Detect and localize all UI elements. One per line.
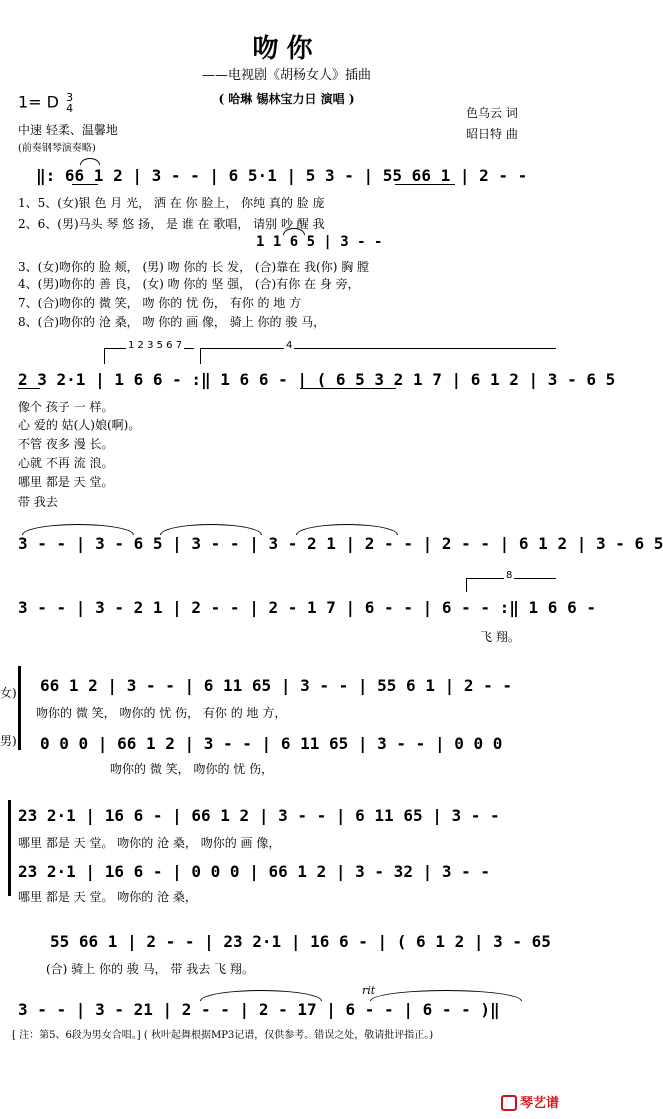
time-signature (66, 92, 73, 114)
lyric-row-2-line-3: 不管 夜多 漫 长。 (18, 437, 114, 451)
beam (18, 388, 40, 389)
lyric-row-5b: 吻你的 微 笑， 吻你的 忧 伤， (110, 762, 274, 776)
lyric-row-6a: 哪里 都是 天 堂。 吻你的 沧 桑， 吻你的 画 像， (18, 836, 281, 850)
lyric-row-1-line-3: 3、(女)吻你的 脸 颊， (男) 吻 你的 长 发， (合)靠在 我(你) 胸 膛 (18, 260, 370, 274)
time-sig-bottom: 4 (66, 102, 74, 115)
volta-1-label: 1 2 3 5 6 7 (128, 340, 183, 351)
notation-row-5a: 66 1 2 | 3 - - | 6 11 65 | 3 - - | 55 6 1 | 2 - - (40, 676, 513, 695)
lyricist-credit: 色乌云 词 (466, 106, 518, 120)
duet-brace (8, 800, 11, 896)
duet-brace (18, 666, 21, 750)
part-label-female: 女) (0, 686, 17, 700)
lyric-row-2-line-4: 心就 不再 流 浪。 (18, 456, 114, 470)
composer-credit: 昭日特 曲 (466, 127, 518, 141)
notation-row-8: 3 - - | 3 - 21 | 2 - - | 2 - 17 | 6 - - | 6 - - )‖ (18, 1000, 500, 1019)
tempo-marking: 中速 轻柔、温馨地 (18, 123, 118, 137)
prelude-note: (前奏钢琴演奏略) (18, 143, 96, 154)
lyric-row-2-line-6: 带 我去 (18, 495, 58, 509)
lyric-row-5a: 吻你的 微 笑， 吻你的 忧 伤， 有你 的 地 方， (36, 706, 287, 720)
volta-bracket-3-edge (466, 578, 467, 592)
volta-bracket-2 (200, 348, 556, 349)
footnote: [ 注：第5、6段为男女合唱。] ( 秋叶起舞根据MP3记谱，仅供参考。错误之处，敬请批评指正。) (12, 1030, 434, 1041)
lyric-row-1-line-6: 8、(合)吻你的 沧 桑， 吻 你的 画 像， 骑上 你的 骏 马， (18, 315, 326, 329)
part-label-male: 男) (0, 734, 17, 748)
volta-bracket-1-edge (104, 348, 105, 364)
notation-row-6a: 23 2·1 | 16 6 - | 66 1 2 | 3 - - | 6 11 65 | 3 - - (18, 806, 500, 825)
slur (80, 158, 100, 165)
logo-text: 琴艺谱 (519, 1095, 559, 1111)
beam (300, 388, 396, 389)
lyric-row-6b: 哪里 都是 天 堂。 吻你的 沧 桑， (18, 890, 197, 904)
lyric-row-4: 飞 翔。 (480, 630, 520, 644)
page-title: 吻你 (252, 34, 321, 64)
slur (283, 228, 305, 235)
notation-row-6b: 23 2·1 | 16 6 - | 0 0 0 | 66 1 2 | 3 - 32 | 3 - - (18, 862, 491, 881)
lyric-row-2-line-5: 哪里 都是 天 堂。 (18, 475, 114, 489)
key-signature (18, 92, 73, 114)
lyric-row-2-line-2: 心 爱的 姑(人)娘(啊)。 (18, 418, 141, 432)
volta-2-label: 4 (286, 340, 293, 351)
notation-row-1b: 1 1 6 5 | 3 - - (256, 234, 383, 250)
notation-row-4: 3 - - | 3 - 2 1 | 2 - - | 2 - 1 7 | 6 - - | 6 - - :‖ 1 6 6 - (18, 598, 596, 617)
notation-row-3: 3 - - | 3 - 6 5 | 3 - - | 3 - 2 1 | 2 - - | 2 - - | 6 1 2 | 3 - 6 5 (18, 534, 663, 553)
notation-row-5b: 0 0 0 | 66 1 2 | 3 - - | 6 11 65 | 3 - - | 0 0 0 (40, 734, 503, 753)
ritardando-marking: rit (362, 984, 376, 997)
lyric-row-1-line-2: 2、6、(男)马头 琴 悠 扬， 是 谁 在 歌唱， 请别 吵 醒 我 (18, 217, 325, 231)
time-sig-top: 3 (66, 91, 74, 104)
volta-3-label: 8 (506, 570, 513, 581)
lyric-row-7: (合) 骑上 你的 骏 马， 带 我去 飞 翔。 (46, 962, 254, 976)
lyric-row-1-line-5: 7、(合)吻你的 微 笑， 吻 你的 忧 伤， 有你 的 地 方 (18, 296, 302, 310)
notation-row-1: ‖: 66 1 2 | 3 - - | 6 5·1 | 5 3 - | 55 66 1 | 2 - - (36, 166, 528, 185)
notation-row-2: 2 3 2·1 | 1 6 6 - :‖ 1 6 6 - | ( 6 5 3 2 1 7 | 6 1 2 | 3 - 6 5 (18, 370, 616, 389)
volta-bracket-2-edge (200, 348, 201, 364)
logo-icon (501, 1095, 517, 1111)
lyric-row-2-line-1: 像个 孩子 一 样。 (18, 400, 114, 414)
performers: ( 哈琳 锡林宝力日 演唱 ) (218, 92, 355, 106)
site-logo (501, 1092, 559, 1112)
beam (72, 184, 98, 185)
lyric-row-1-line-1: 1、5、(女)银 色 月 光， 洒 在 你 脸上， 你纯 真的 脸 庞 (18, 196, 325, 210)
lyric-row-1-line-4: 4、(男)吻你的 善 良， (女) 吻 你的 坚 强， (合)有你 在 身 旁， (18, 277, 360, 291)
key-text: 1= D (18, 92, 59, 112)
notation-row-7: 55 66 1 | 2 - - | 23 2·1 | 16 6 - | ( 6 1 2 | 3 - 65 (50, 932, 551, 951)
beam (395, 184, 455, 185)
page-subtitle: ——电视剧《胡杨女人》插曲 (201, 68, 371, 83)
